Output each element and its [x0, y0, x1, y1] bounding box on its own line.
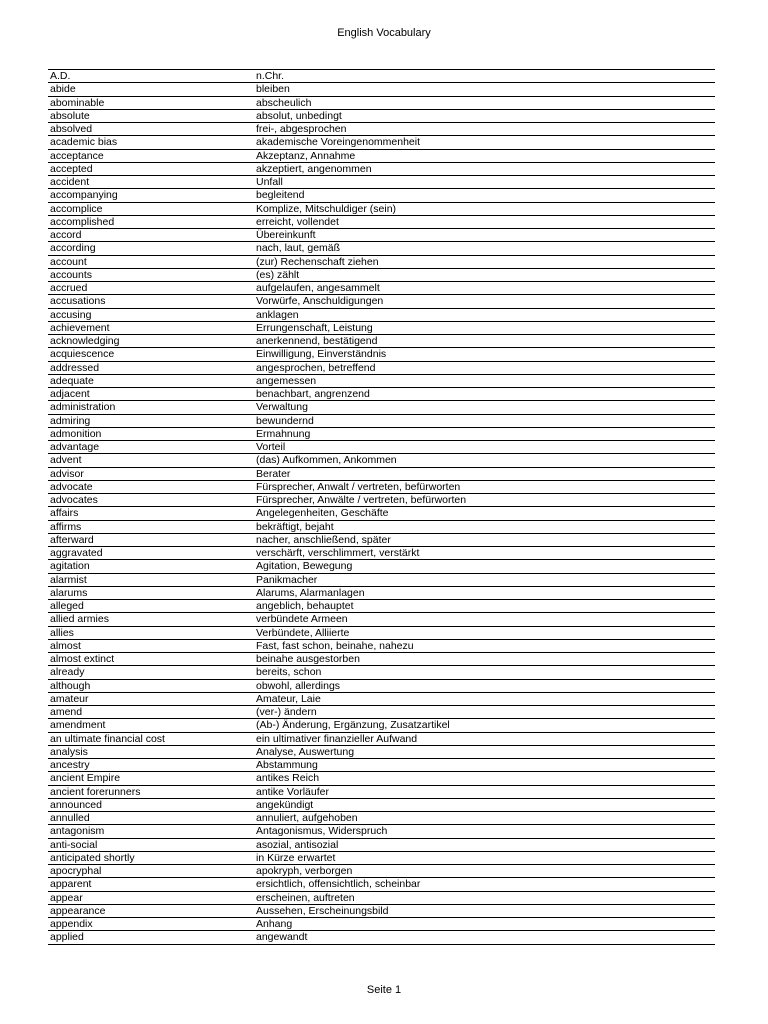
- english-term: admiring: [50, 414, 91, 427]
- english-term: announced: [50, 798, 102, 811]
- german-translation: asozial, antisozial: [256, 838, 339, 851]
- english-term: aggravated: [50, 547, 103, 559]
- english-term: ancient Empire: [50, 772, 121, 785]
- english-term: already: [50, 666, 85, 679]
- english-term: alarmist: [50, 573, 87, 586]
- table-row: [48, 534, 715, 547]
- english-term: accepted: [50, 162, 93, 175]
- english-term: advocate: [50, 480, 93, 493]
- table-row: [48, 309, 715, 322]
- table-row: [48, 375, 715, 388]
- table-row: [48, 216, 715, 229]
- german-translation: angekündigt: [256, 798, 314, 811]
- german-translation: anklagen: [256, 308, 299, 321]
- table-row: [48, 494, 715, 507]
- table-row: [48, 786, 715, 799]
- german-translation: Fürsprecher, Anwalt / vertreten, befürworten: [256, 480, 461, 493]
- german-translation: Antagonismus, Widerspruch: [256, 825, 388, 838]
- table-row: [48, 772, 715, 785]
- table-row: [48, 335, 715, 348]
- table-row: [48, 229, 715, 242]
- table-row: [48, 706, 715, 719]
- table-row: [48, 242, 715, 255]
- english-term: amendment: [50, 719, 106, 732]
- table-row: [48, 653, 715, 666]
- german-translation: bereits, schon: [256, 666, 322, 679]
- english-term: accompanying: [50, 189, 118, 202]
- table-row: [48, 892, 715, 905]
- table-row: [48, 521, 715, 534]
- german-translation: Komplize, Mitschuldiger (sein): [256, 202, 397, 215]
- english-term: apocryphal: [50, 865, 102, 877]
- table-row: [48, 839, 715, 852]
- table-row: [48, 282, 715, 295]
- page-footer: Seite 1: [366, 984, 402, 996]
- table-row: [48, 719, 715, 732]
- table-row: [48, 640, 715, 653]
- german-translation: (ver-) ändern: [256, 706, 317, 718]
- table-row: [48, 918, 715, 931]
- english-term: ancient forerunners: [50, 785, 141, 798]
- english-term: acquiescence: [50, 348, 115, 361]
- english-term: amateur: [50, 692, 89, 705]
- english-term: absolute: [50, 109, 90, 122]
- table-row: [48, 388, 715, 401]
- table-row: [48, 70, 715, 83]
- english-term: accomplice: [50, 202, 103, 215]
- table-row: [48, 110, 715, 123]
- german-translation: obwohl, allerdings: [256, 679, 341, 692]
- german-translation: Verbündete, Alliierte: [256, 626, 350, 639]
- german-translation: nacher, anschließend, später: [256, 533, 391, 546]
- german-translation: Vorwürfe, Anschuldigungen: [256, 295, 384, 308]
- table-row: [48, 401, 715, 414]
- german-translation: Alarums, Alarmanlagen: [256, 586, 365, 599]
- english-term: afterward: [50, 533, 94, 546]
- table-row: [48, 613, 715, 626]
- english-term: accounts: [50, 268, 93, 281]
- table-row: [48, 176, 715, 189]
- english-term: abide: [50, 83, 76, 96]
- german-translation: Anhang: [256, 918, 293, 930]
- german-translation: antikes Reich: [256, 772, 320, 785]
- table-row: [48, 693, 715, 706]
- table-row: [48, 322, 715, 335]
- english-term: administration: [50, 401, 116, 414]
- german-translation: bleiben: [256, 83, 290, 96]
- german-translation: (das) Aufkommen, Ankommen: [256, 454, 397, 467]
- table-row: [48, 415, 715, 428]
- german-translation: apokryph, verborgen: [256, 865, 353, 877]
- english-term: annulled: [50, 812, 90, 824]
- german-translation: absolut, unbedingt: [256, 109, 342, 122]
- german-translation: Einwilligung, Einverständnis: [256, 348, 387, 361]
- table-row: [48, 428, 715, 441]
- english-term: allies: [50, 626, 74, 639]
- german-translation: Angelegenheiten, Geschäfte: [256, 507, 389, 520]
- english-term: admonition: [50, 427, 102, 440]
- english-term: accusing: [50, 308, 92, 321]
- german-translation: ein ultimativer finanzieller Aufwand: [256, 732, 418, 745]
- english-term: affirms: [50, 520, 82, 533]
- english-term: anti-social: [50, 838, 98, 851]
- english-term: an ultimate financial cost: [50, 732, 165, 745]
- table-row: [48, 203, 715, 216]
- table-row: [48, 481, 715, 494]
- english-term: acknowledging: [50, 335, 120, 347]
- german-translation: Aussehen, Erscheinungsbild: [256, 904, 389, 917]
- english-term: appendix: [50, 918, 93, 930]
- table-row: [48, 123, 715, 136]
- german-translation: abscheulich: [256, 96, 312, 109]
- german-translation: angewandt: [256, 931, 308, 944]
- english-term: A.D.: [50, 70, 71, 82]
- german-translation: Ermahnung: [256, 427, 311, 440]
- german-translation: bewundernd: [256, 414, 314, 427]
- table-row: [48, 136, 715, 149]
- german-translation: anerkennend, bestätigend: [256, 335, 378, 347]
- table-row: [48, 83, 715, 96]
- table-row: [48, 97, 715, 110]
- table-row: [48, 759, 715, 772]
- german-translation: Amateur, Laie: [256, 692, 321, 705]
- table-row: [48, 560, 715, 573]
- english-term: anticipated shortly: [50, 851, 135, 864]
- table-row: [48, 905, 715, 918]
- table-row: [48, 295, 715, 308]
- table-row: [48, 362, 715, 375]
- german-translation: Berater: [256, 467, 291, 480]
- english-term: alleged: [50, 600, 84, 612]
- table-row: [48, 587, 715, 600]
- table-row: [48, 547, 715, 560]
- english-term: almost extinct: [50, 653, 115, 665]
- german-translation: Unfall: [256, 176, 283, 188]
- english-term: apparent: [50, 878, 92, 891]
- english-term: analysis: [50, 745, 88, 758]
- table-row: [48, 680, 715, 693]
- english-term: accomplished: [50, 215, 115, 228]
- english-term: applied: [50, 931, 84, 944]
- german-translation: annuliert, aufgehoben: [256, 812, 358, 824]
- german-translation: Akzeptanz, Annahme: [256, 149, 356, 162]
- table-row: [48, 746, 715, 759]
- table-row: [48, 348, 715, 361]
- table-row: [48, 150, 715, 163]
- german-translation: verbündete Armeen: [256, 613, 348, 626]
- english-term: account: [50, 255, 87, 268]
- german-translation: benachbart, angrenzend: [256, 388, 370, 400]
- table-row: [48, 666, 715, 679]
- table-row: [48, 454, 715, 467]
- table-row: [48, 733, 715, 746]
- table-row: [48, 441, 715, 454]
- german-translation: Fürsprecher, Anwälte / vertreten, befürworten: [256, 494, 467, 506]
- german-translation: in Kürze erwartet: [256, 851, 336, 864]
- table-row: [48, 600, 715, 613]
- english-term: advantage: [50, 441, 100, 453]
- german-translation: Vorteil: [256, 441, 286, 453]
- english-term: academic bias: [50, 136, 118, 149]
- table-row: [48, 878, 715, 891]
- german-translation: verschärft, verschlimmert, verstärkt: [256, 547, 420, 559]
- english-term: advent: [50, 454, 82, 467]
- english-term: accrued: [50, 282, 88, 294]
- german-translation: Verwaltung: [256, 401, 308, 414]
- german-translation: Analyse, Auswertung: [256, 745, 355, 758]
- english-term: acceptance: [50, 149, 104, 162]
- english-term: although: [50, 679, 91, 692]
- table-row: [48, 931, 715, 944]
- table-row: [48, 256, 715, 269]
- german-translation: bekräftigt, bejaht: [256, 520, 334, 533]
- german-translation: akademische Voreingenommenheit: [256, 136, 421, 149]
- german-translation: antike Vorläufer: [256, 785, 329, 798]
- english-term: according: [50, 242, 96, 255]
- english-term: accord: [50, 229, 82, 241]
- german-translation: Agitation, Bewegung: [256, 560, 353, 573]
- english-term: addressed: [50, 361, 100, 374]
- english-term: appearance: [50, 904, 106, 917]
- table-row: [48, 627, 715, 640]
- german-translation: Abstammung: [256, 759, 318, 771]
- german-translation: erscheinen, auftreten: [256, 891, 355, 904]
- english-term: abominable: [50, 96, 105, 109]
- german-translation: angesprochen, betreffend: [256, 361, 376, 374]
- english-term: alarums: [50, 586, 88, 599]
- german-translation: aufgelaufen, angesammelt: [256, 282, 380, 294]
- english-term: adequate: [50, 374, 94, 387]
- german-translation: n.Chr.: [256, 70, 285, 82]
- german-translation: Errungenschaft, Leistung: [256, 321, 373, 334]
- german-translation: beinahe ausgestorben: [256, 653, 360, 665]
- table-row: [48, 574, 715, 587]
- german-translation: nach, laut, gemäß: [256, 242, 341, 255]
- german-translation: (zur) Rechenschaft ziehen: [256, 255, 379, 268]
- vocabulary-table: [48, 69, 715, 945]
- table-row: [48, 799, 715, 812]
- table-row: [48, 189, 715, 202]
- german-translation: (Ab-) Änderung, Ergänzung, Zusatzartikel: [256, 719, 450, 732]
- english-term: amend: [50, 706, 83, 718]
- english-term: advocates: [50, 494, 98, 506]
- german-translation: begleitend: [256, 189, 305, 202]
- table-row: [48, 163, 715, 176]
- german-translation: Fast, fast schon, beinahe, nahezu: [256, 639, 414, 652]
- english-term: accusations: [50, 295, 106, 308]
- german-translation: Übereinkunft: [256, 229, 316, 241]
- page-title: English Vocabulary: [337, 27, 431, 39]
- english-term: affairs: [50, 507, 79, 520]
- german-translation: angeblich, behauptet: [256, 600, 354, 612]
- table-row: [48, 825, 715, 838]
- english-term: achievement: [50, 321, 110, 334]
- table-row: [48, 812, 715, 825]
- german-translation: erreicht, vollendet: [256, 215, 339, 228]
- english-term: absolved: [50, 123, 93, 135]
- english-term: accident: [50, 176, 90, 188]
- german-translation: angemessen: [256, 374, 317, 387]
- german-translation: frei-, abgesprochen: [256, 123, 347, 135]
- table-row: [48, 865, 715, 878]
- english-term: agitation: [50, 560, 90, 573]
- table-row: [48, 507, 715, 520]
- english-term: ancestry: [50, 759, 90, 771]
- english-term: appear: [50, 891, 83, 904]
- table-row: [48, 852, 715, 865]
- german-translation: akzeptiert, angenommen: [256, 162, 372, 175]
- table-row: [48, 468, 715, 481]
- table-row: [48, 269, 715, 282]
- english-term: advisor: [50, 467, 84, 480]
- english-term: antagonism: [50, 825, 105, 838]
- english-term: adjacent: [50, 388, 90, 400]
- english-term: allied armies: [50, 613, 109, 626]
- german-translation: (es) zählt: [256, 268, 300, 281]
- german-translation: ersichtlich, offensichtlich, scheinbar: [256, 878, 421, 891]
- english-term: almost: [50, 639, 81, 652]
- german-translation: Panikmacher: [256, 573, 318, 586]
